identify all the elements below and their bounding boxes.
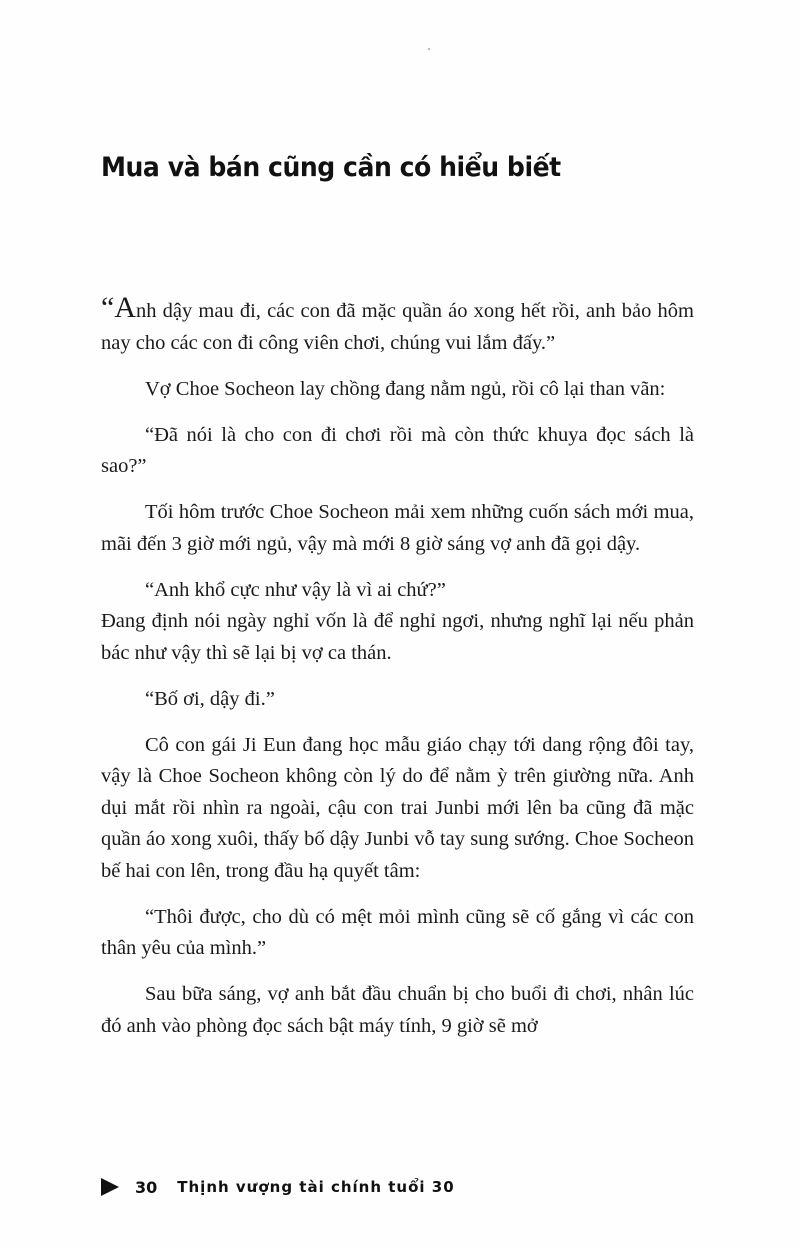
paragraph-8: Cô con gái Ji Eun đang học mẫu giáo chạy tới dang rộng đôi tay, vậy là Choe Socheon không còn lý do để nằm ỳ trên giường nữa. Anh dụi mắt rồi nhìn ra ngoài, cậu con trai Junbi mới lên ba cũng đã mặc quần áo xong xuôi, thấy bố dậy Junbi vỗ tay sung sướng. Choe Socheon bế hai con lên, trong đầu hạ quyết tâm: [101, 733, 694, 882]
paragraph-1 [101, 291, 694, 359]
paragraph-6: Đang định nói ngày nghỉ vốn là để nghỉ ngơi, nhưng nghĩ lại nếu phản bác như vậy thì sẽ lại bị vợ ca thán. [101, 610, 694, 664]
chapter-title: Mua và bán cũng cần có hiểu biết [101, 152, 561, 183]
play-triangle-icon [101, 1178, 119, 1196]
running-book-title: Thịnh vượng tài chính tuổi 30 [177, 1178, 455, 1196]
paragraph-7: “Bố ơi, dậy đi.” [145, 687, 275, 710]
opening-capital: “A [101, 291, 136, 324]
paragraph-10: Sau bữa sáng, vợ anh bắt đầu chuẩn bị cho buổi đi chơi, nhân lúc đó anh vào phòng đọc sách bật máy tính, 9 giờ sẽ mở [101, 983, 694, 1037]
paragraph-4: Tối hôm trước Choe Socheon mải xem những cuốn sách mới mua, mãi đến 3 giờ mới ngủ, vậy mà mới 8 giờ sáng vợ anh đã gọi dậy. [101, 501, 694, 555]
paragraph-3: “Đã nói là cho con đi chơi rồi mà còn thức khuya đọc sách là sao?” [101, 423, 694, 477]
paragraph-2: Vợ Choe Socheon lay chồng đang nằm ngủ, rồi cô lại than vãn: [145, 377, 666, 400]
paragraph-1-text: nh dậy mau đi, các con đã mặc quần áo xong hết rồi, anh bảo hôm nay cho các con đi công viên chơi, chúng vui lắm đấy.” [101, 300, 694, 354]
page-number: 30 [135, 1177, 158, 1197]
paragraph-5: “Anh khổ cực như vậy là vì ai chứ?” [145, 578, 446, 601]
body-text [101, 291, 694, 1057]
paragraph-9: “Thôi được, cho dù có mệt mỏi mình cũng sẽ cố gắng vì các con thân yêu của mình.” [101, 905, 694, 959]
print-speck [428, 48, 430, 50]
page-footer [101, 1175, 455, 1199]
